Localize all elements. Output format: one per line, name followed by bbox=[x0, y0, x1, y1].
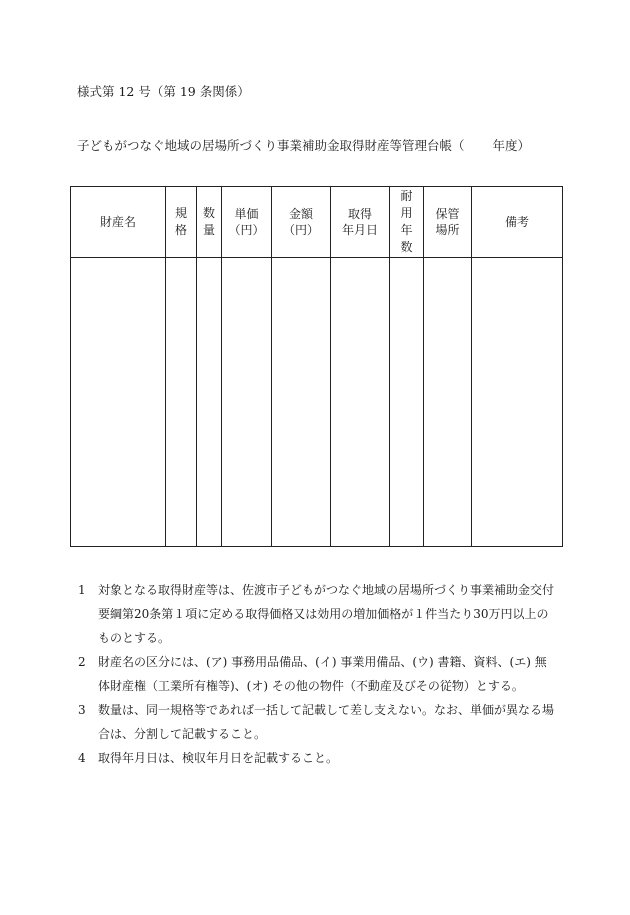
note-item bbox=[78, 650, 558, 698]
cell-quantity[interactable] bbox=[197, 258, 222, 547]
cell-unit-price[interactable] bbox=[222, 258, 272, 547]
note-item bbox=[78, 698, 558, 746]
cell-storage-location[interactable] bbox=[424, 258, 472, 547]
header-useful-life: 耐用年数 bbox=[390, 187, 424, 258]
notes-list bbox=[78, 578, 558, 770]
cell-amount[interactable] bbox=[272, 258, 331, 547]
header-amount: 金額 （円） bbox=[272, 187, 331, 258]
note-text: 数量は、同一規格等であれば一括して記載して差し支えない。なお、単価が異なる場合は、分割して記載すること。 bbox=[98, 703, 555, 741]
table-header-row bbox=[71, 187, 563, 258]
table-row bbox=[71, 258, 563, 547]
header-quantity: 数量 bbox=[197, 187, 222, 258]
asset-ledger-table bbox=[70, 186, 563, 547]
note-text: 取得年月日は、検収年月日を記載すること。 bbox=[98, 751, 339, 765]
form-number: 様式第 12 号（第 19 条関係） bbox=[77, 84, 250, 99]
cell-asset-name[interactable] bbox=[71, 258, 166, 547]
header-remarks: 備考 bbox=[472, 187, 563, 258]
note-number: 4 bbox=[78, 751, 86, 765]
note-item bbox=[78, 578, 558, 650]
note-number: 1 bbox=[78, 583, 86, 597]
note-item bbox=[78, 746, 558, 770]
title-main: 子どもがつなぐ地域の居場所づくり事業補助金取得財産等管理台帳（ bbox=[77, 138, 465, 153]
title-year-suffix: 年度） bbox=[492, 138, 531, 153]
header-acquisition-date: 取得 年月日 bbox=[331, 187, 390, 258]
cell-remarks[interactable] bbox=[472, 258, 563, 547]
document-title bbox=[77, 136, 530, 154]
note-text: 財産名の区分には、(ア) 事務用品備品、(イ) 事業用備品、(ウ) 書籍、資料、(エ) 無体財産権（工業所有権等)、(オ) その他の物件（不動産及びその従物）とする。 bbox=[98, 655, 547, 693]
cell-useful-life[interactable] bbox=[390, 258, 424, 547]
cell-acquisition-date[interactable] bbox=[331, 258, 390, 547]
cell-spec[interactable] bbox=[166, 258, 197, 547]
note-number: 2 bbox=[78, 655, 86, 669]
note-text: 対象となる取得財産等は、佐渡市子どもがつなぐ地域の居場所づくり事業補助金交付要綱第20条第１項に定める取得価格又は効用の増加価格が１件当たり30万円以上のものとする。 bbox=[98, 583, 555, 645]
header-spec: 規格 bbox=[166, 187, 197, 258]
header-asset-name: 財産名 bbox=[71, 187, 166, 258]
header-unit-price: 単価 （円） bbox=[222, 187, 272, 258]
header-storage-location: 保管 場所 bbox=[424, 187, 472, 258]
note-number: 3 bbox=[78, 703, 86, 717]
